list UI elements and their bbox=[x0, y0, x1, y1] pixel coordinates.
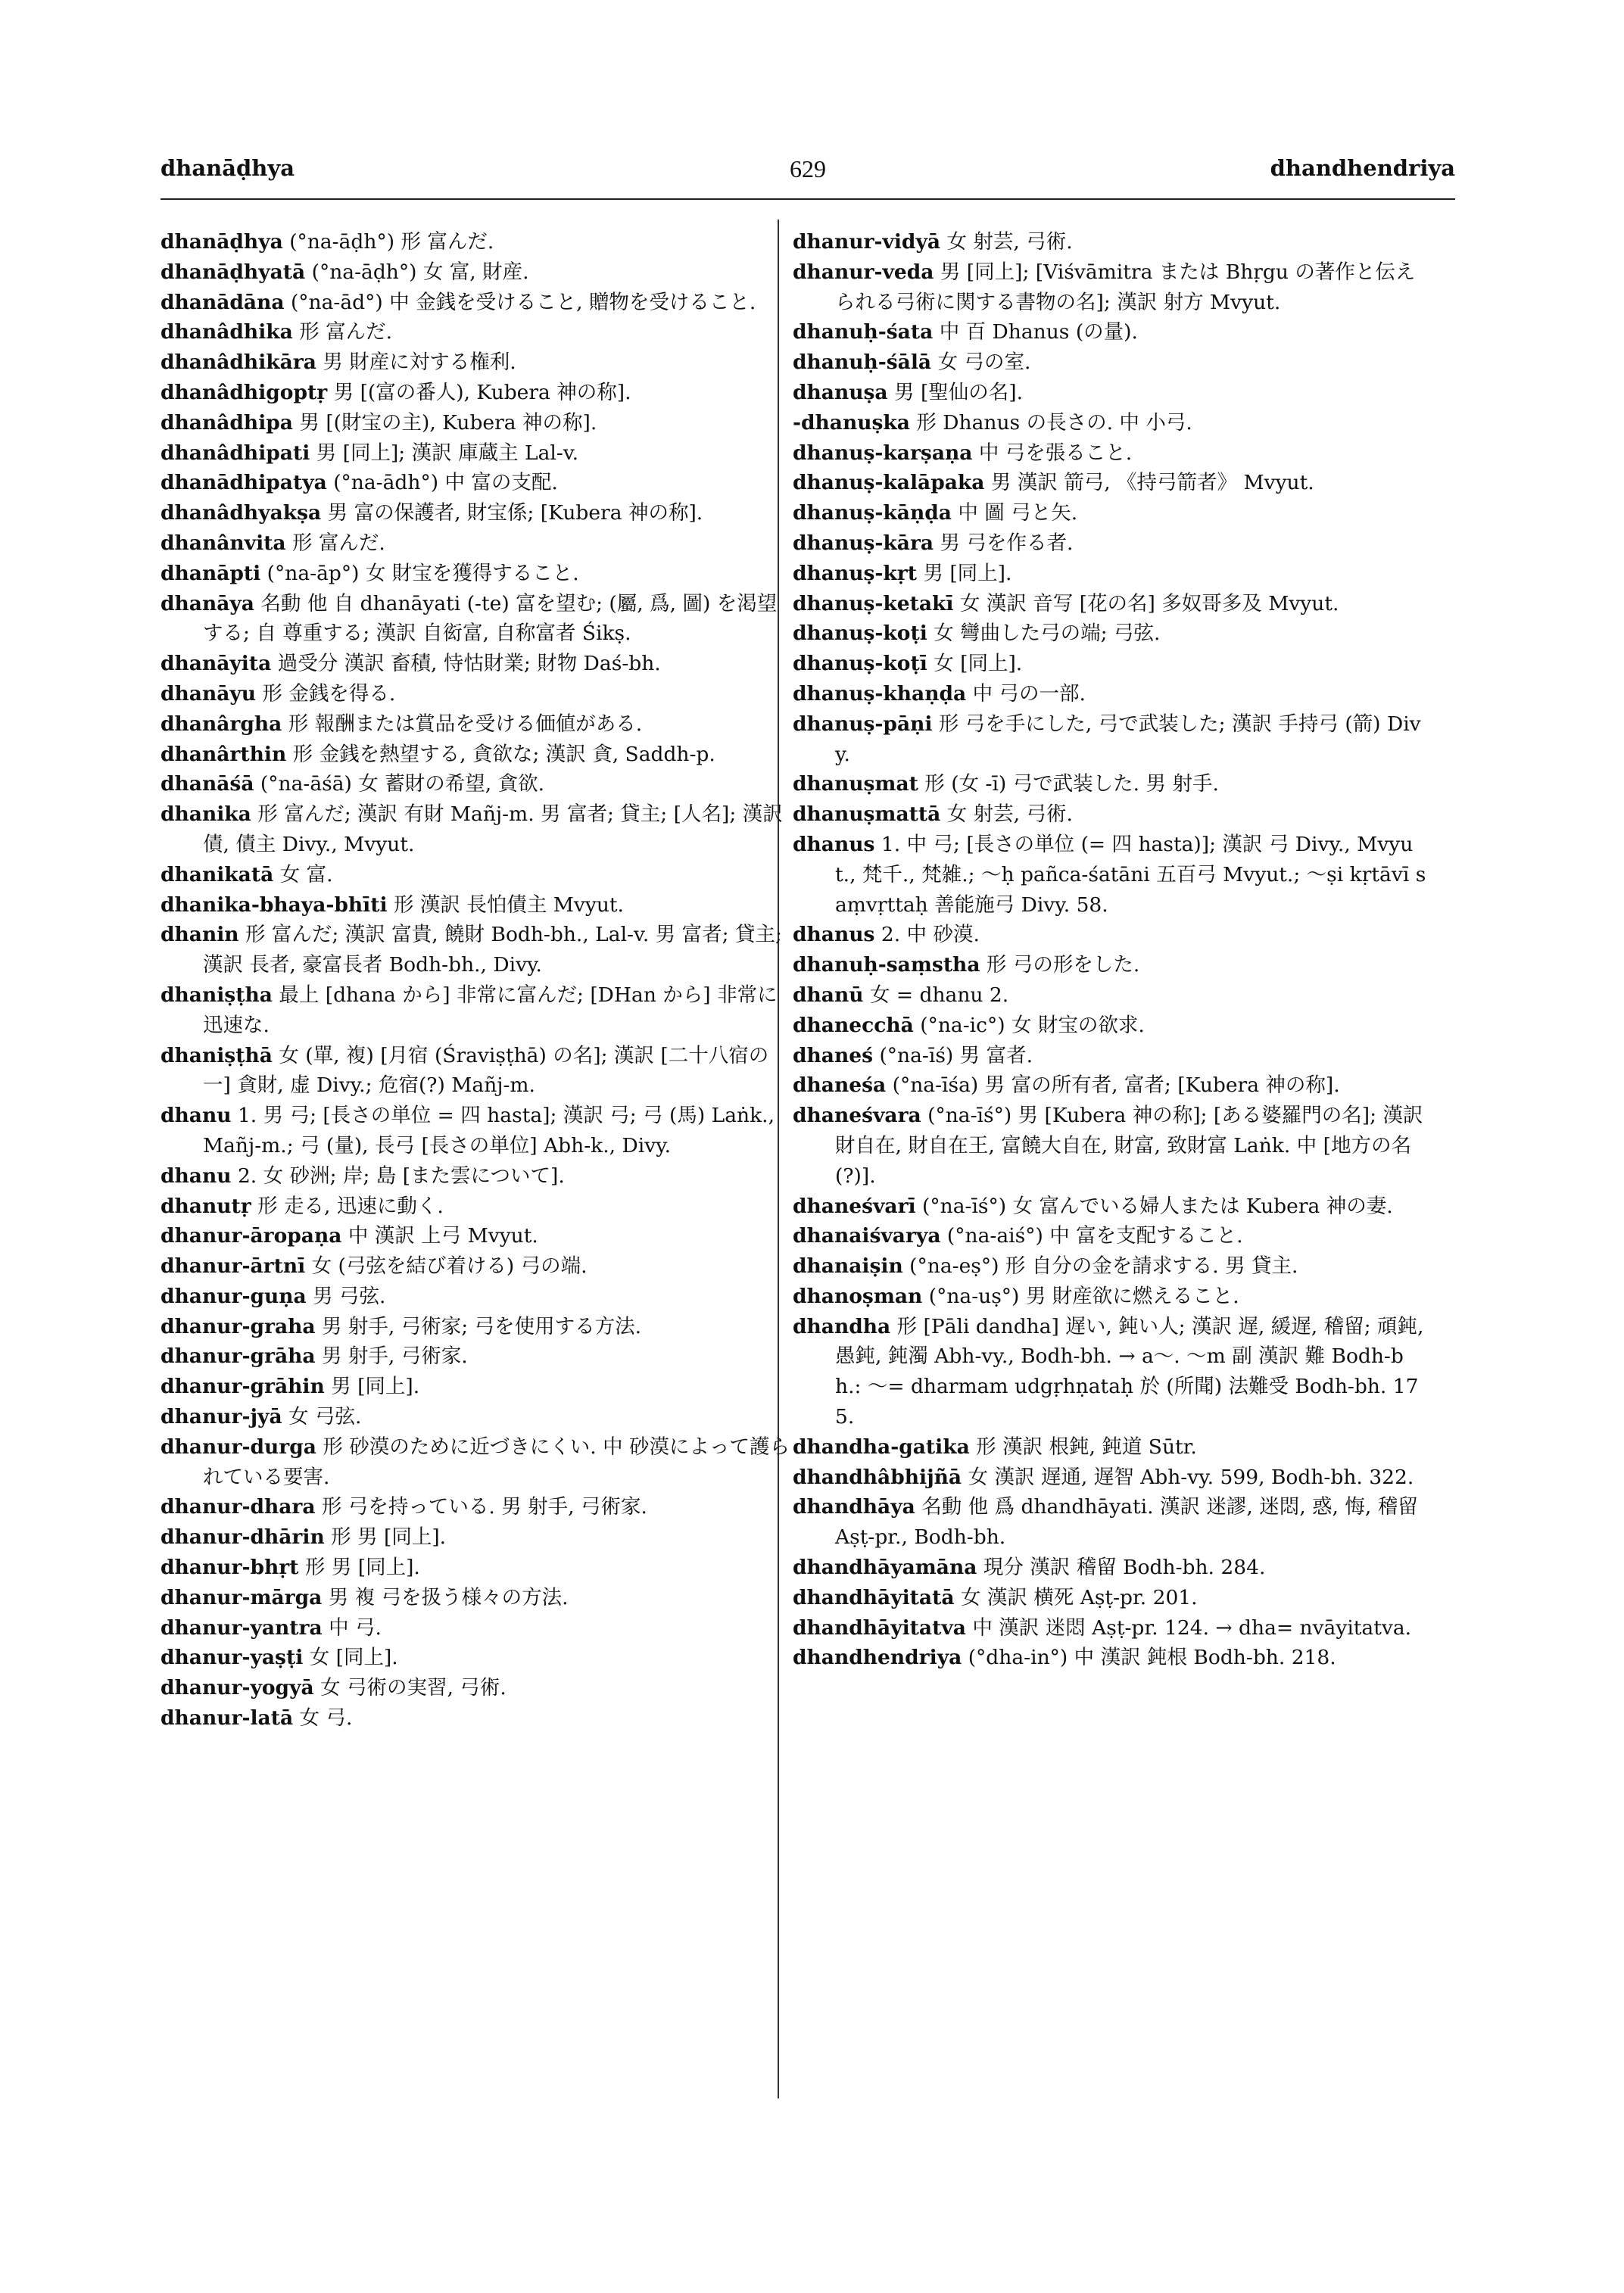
entry-headword: dhandhāyitatā bbox=[793, 1585, 955, 1609]
entry-headword: dhanur-vidyā bbox=[793, 230, 941, 254]
entry-definition: 形 弓を手にした, 弓で武装した; 漢訳 手持弓 (箭) Divy. bbox=[835, 712, 1421, 766]
dictionary-entry bbox=[793, 468, 1429, 498]
dictionary-entry bbox=[161, 1703, 796, 1734]
entry-headword: dhanur-guṇa bbox=[161, 1284, 307, 1308]
entry-headword: dhaneśvarī bbox=[793, 1194, 916, 1218]
dictionary-entry bbox=[793, 408, 1429, 438]
entry-definition: (°na-ic°) 女 財宝の欲求. bbox=[913, 1013, 1145, 1037]
entry-definition: 形 富んだ. bbox=[292, 320, 393, 344]
entry-headword: dhanu bbox=[161, 1104, 232, 1128]
entry-headword: dhanecchā bbox=[793, 1013, 914, 1037]
dictionary-entry bbox=[161, 528, 796, 559]
entry-headword: dhanādāna bbox=[161, 290, 285, 314]
entry-definition: 男 射手, 弓術家. bbox=[315, 1344, 468, 1369]
entry-definition: 形 金銭を得る. bbox=[256, 681, 396, 706]
entry-headword: dhanur-latā bbox=[161, 1706, 294, 1731]
entry-definition: 男 [聖仙の名]. bbox=[887, 380, 1024, 404]
entry-headword: dhanu bbox=[161, 1164, 232, 1188]
entry-headword: dhanur-bhṛt bbox=[161, 1556, 299, 1580]
entry-headword: dhaniṣṭhā bbox=[161, 1043, 273, 1067]
entry-definition: 中 百 Dhanus (の量). bbox=[933, 320, 1138, 344]
dictionary-entry bbox=[793, 950, 1429, 980]
entry-definition: (°na-ād°) 中 金銭を受けること, 贈物を受けること. bbox=[284, 290, 756, 314]
entry-headword: dhanâdhigoptṛ bbox=[161, 380, 328, 404]
entry-headword: dhanâdhipa bbox=[161, 410, 293, 435]
dictionary-entry bbox=[161, 709, 796, 740]
dictionary-entry bbox=[793, 769, 1429, 799]
entry-definition: 形 富んだ; 漢訳 富貴, 饒財 Bodh-bh., Lal-v. 男 富者; 貸主; 漢訳 長者, 豪富長者 Bodh-bh., Divy. bbox=[203, 923, 782, 977]
entry-definition: 過受分 漢訳 畜積, 恃怙財業; 財物 Daś-bh. bbox=[271, 652, 661, 676]
entry-definition: 男 [同上]; [Viśvāmitra または Bhṛgu の著作と伝えられる弓術に関する書物の名]; 漢訳 射方 Mvyut. bbox=[835, 260, 1416, 314]
dictionary-entry bbox=[161, 1312, 796, 1342]
dictionary-entry bbox=[161, 589, 796, 650]
dictionary-entry bbox=[161, 1101, 796, 1161]
entry-definition: 男 [同上]. bbox=[324, 1375, 420, 1399]
dictionary-entry bbox=[161, 1402, 796, 1432]
dictionary-entry bbox=[161, 1432, 796, 1493]
running-head-left: dhanāḍhya bbox=[161, 155, 295, 181]
entry-headword: dhaniṣṭha bbox=[161, 983, 273, 1007]
entry-definition: 形 男 [同上]. bbox=[298, 1556, 420, 1580]
entry-headword: dhanāśā bbox=[161, 772, 254, 796]
dictionary-entry bbox=[161, 679, 796, 709]
entry-definition: 中 弓の一部. bbox=[966, 681, 1086, 706]
dictionary-entry bbox=[161, 257, 796, 288]
entry-definition: 男 弓を作る者. bbox=[934, 531, 1074, 555]
entry-definition: 形 報酬または賞品を受ける価値がある. bbox=[282, 712, 643, 736]
entry-headword: dhanikatā bbox=[161, 862, 274, 886]
entry-headword: dhanū bbox=[793, 983, 864, 1007]
entry-definition: 中 圖 弓と矢. bbox=[951, 501, 1078, 525]
entry-definition: 男 [同上]. bbox=[916, 561, 1012, 585]
entry-definition: 名動 他 爲 dhandhāyati. 漢訳 迷謬, 迷悶, 惑, 悔, 稽留 Aṣṭ-pr., Bodh-bh. bbox=[835, 1495, 1418, 1550]
entry-headword: -dhanuṣka bbox=[793, 410, 910, 435]
entry-headword: dhandhāya bbox=[793, 1495, 915, 1519]
entry-definition: 女 漢訳 横死 Aṣṭ-pr. 201. bbox=[954, 1585, 1198, 1609]
entry-definition: (°na-īś°) 男 [Kubera 神の称]; [ある婆羅門の名]; 漢訳 財自在, 財自在王, 富饒大自在, 財富, 致財富 Laṅk. 中 [地方の名 (?)]. bbox=[835, 1104, 1423, 1188]
entry-definition: 形 金銭を熱望する, 貪欲な; 漢訳 貪, Saddh-p. bbox=[286, 742, 715, 766]
entry-definition: 男 [同上]; 漢訳 庫蔵主 Lal-v. bbox=[310, 441, 579, 465]
entry-headword: dhanuṣ-karṣaṇa bbox=[793, 441, 973, 465]
dictionary-entry bbox=[161, 740, 796, 770]
entry-headword: dhanânvita bbox=[161, 531, 286, 555]
dictionary-entry bbox=[161, 860, 796, 890]
dictionary-entry bbox=[793, 1282, 1429, 1312]
entry-definition: 女 富. bbox=[273, 862, 333, 886]
entry-definition: 形 [Pāli dandha] 遅い, 鈍い人; 漢訳 遅, 緩遅, 稽留; 頑鈍, 愚鈍, 鈍濁 Abh-vy., Bodh-bh. → a～. ～m 副 漢訳 難 Bodh-bh.: ～= dharmam udgṛhṇataḥ 於 (所聞) 法難受 Bodh-bh. 175. bbox=[835, 1314, 1424, 1429]
entry-definition: 女 漢訳 遅通, 遅智 Abh-vy. 599, Bodh-bh. 322. bbox=[962, 1465, 1414, 1489]
entry-definition: 女 弓術の実習, 弓術. bbox=[313, 1676, 507, 1700]
running-head bbox=[161, 155, 1455, 190]
entry-definition: 中 漢訳 上弓 Mvyut. bbox=[341, 1224, 538, 1248]
dictionary-entry bbox=[793, 1221, 1429, 1251]
entry-headword: dhanur-veda bbox=[793, 260, 934, 284]
dictionary-entry bbox=[793, 1101, 1429, 1191]
dictionary-entry bbox=[793, 1312, 1429, 1432]
entry-definition: 女 = dhanu 2. bbox=[863, 983, 1009, 1007]
entry-headword: dhanāḍhya bbox=[161, 230, 283, 254]
entry-headword: dhanur-dhārin bbox=[161, 1525, 325, 1550]
dictionary-entry bbox=[793, 559, 1429, 589]
entry-definition: 女 [同上]. bbox=[303, 1646, 398, 1670]
dictionary-entry bbox=[793, 1251, 1429, 1282]
entry-headword: dhandhendriya bbox=[793, 1646, 962, 1670]
dictionary-entry bbox=[161, 799, 796, 860]
entry-headword: dhanāpti bbox=[161, 561, 261, 585]
entry-definition: 男 射手, 弓術家; 弓を使用する方法. bbox=[315, 1314, 642, 1338]
entry-definition: 女 弓. bbox=[293, 1706, 353, 1731]
entry-definition: 現分 漢訳 稽留 Bodh-bh. 284. bbox=[977, 1556, 1266, 1580]
dictionary-entry bbox=[161, 317, 796, 347]
entry-definition: 女 射芸, 弓術. bbox=[940, 802, 1073, 827]
entry-definition: 女 弓の室. bbox=[931, 350, 1031, 375]
dictionary-entry bbox=[793, 1613, 1429, 1643]
left-column bbox=[161, 227, 796, 1734]
entry-headword: dhanur-yaṣṭi bbox=[161, 1646, 304, 1670]
entry-headword: dhandhāyamāna bbox=[793, 1556, 977, 1580]
dictionary-entry bbox=[161, 498, 796, 528]
entry-headword: dhanuḥ-śālā bbox=[793, 350, 932, 375]
entry-headword: dhanāḍhyatā bbox=[161, 260, 306, 284]
entry-definition: 男 漢訳 箭弓, 《持弓箭者》 Mvyut. bbox=[984, 471, 1314, 495]
entry-headword: dhanaiśvarya bbox=[793, 1224, 941, 1248]
entry-definition: 形 漢訳 長怕債主 Mvyut. bbox=[387, 893, 624, 917]
entry-headword: dhanuṣ-koṭī bbox=[793, 652, 927, 676]
dictionary-entry bbox=[793, 799, 1429, 830]
entry-headword: dhanur-ārtnī bbox=[161, 1254, 306, 1279]
entry-headword: dhanāya bbox=[161, 591, 254, 615]
entry-definition: 女 (弓弦を結び着ける) 弓の端. bbox=[305, 1254, 588, 1279]
dictionary-entry bbox=[161, 920, 796, 980]
entry-headword: dhanâdhika bbox=[161, 320, 293, 344]
entry-definition: 女 (單, 複) [月宿 (Śraviṣṭhā) の名]; 漢訳 [二十八宿の一] 貪財, 虚 Divy.; 危宿(?) Mañj-m. bbox=[203, 1043, 769, 1098]
entry-definition: 女 弓弦. bbox=[282, 1405, 362, 1429]
header-rule bbox=[161, 198, 1455, 200]
dictionary-entry bbox=[161, 1341, 796, 1372]
dictionary-entry bbox=[161, 890, 796, 921]
entry-definition: 1. 男 弓; [長さの単位 = 四 hasta]; 漢訳 弓; 弓 (馬) Laṅk., Mañj-m.; 弓 (量), 長弓 [長さの単位] Abh-k., Divy. bbox=[203, 1104, 775, 1157]
dictionary-entry bbox=[793, 438, 1429, 469]
entry-definition: 形 弓の形をした. bbox=[980, 953, 1140, 977]
dictionary-entry bbox=[161, 227, 796, 257]
dictionary-entry bbox=[161, 769, 796, 799]
entry-headword: dhanâdhikāra bbox=[161, 350, 316, 375]
dictionary-entry bbox=[793, 1553, 1429, 1583]
dictionary-entry bbox=[793, 317, 1429, 347]
entry-definition: (°na-īśa) 男 富の所有者, 富者; [Kubera 神の称]. bbox=[886, 1073, 1340, 1098]
dictionary-entry bbox=[161, 1192, 796, 1222]
entry-headword: dhanur-grāha bbox=[161, 1344, 316, 1369]
entry-definition: (°na-eṣ°) 形 自分の金を請求する. 男 貸主. bbox=[902, 1254, 1298, 1279]
entry-definition: 女 彎曲した弓の端; 弓弦. bbox=[927, 622, 1161, 646]
entry-definition: 最上 [dhana から] 非常に富んだ; [DHan から] 非常に迅速な. bbox=[203, 983, 778, 1037]
dictionary-entry bbox=[793, 679, 1429, 709]
dictionary-entry bbox=[161, 1643, 796, 1673]
dictionary-entry bbox=[161, 438, 796, 469]
entry-headword: dhanuṣmat bbox=[793, 772, 918, 796]
dictionary-entry bbox=[161, 649, 796, 679]
entry-definition: 男 [(富の番人), Kubera 神の称]. bbox=[327, 380, 631, 404]
right-column bbox=[793, 227, 1429, 1673]
dictionary-entry bbox=[793, 227, 1429, 257]
entry-headword: dhanâdhipati bbox=[161, 441, 310, 465]
entry-headword: dhanârthin bbox=[161, 742, 287, 766]
entry-headword: dhanuḥ-saṃstha bbox=[793, 953, 980, 977]
entry-definition: (°na-īś°) 女 富んでいる婦人または Kubera 神の妻. bbox=[915, 1194, 1393, 1218]
entry-headword: dhanuṣ-kṛt bbox=[793, 561, 917, 585]
dictionary-entry bbox=[161, 1492, 796, 1522]
dictionary-entry bbox=[161, 559, 796, 589]
dictionary-entry bbox=[793, 589, 1429, 619]
dictionary-entry bbox=[793, 1492, 1429, 1553]
entry-definition: 男 [(財宝の主), Kubera 神の称]. bbox=[292, 410, 597, 435]
dictionary-entry bbox=[793, 1643, 1429, 1673]
entry-headword: dhanutṛ bbox=[161, 1194, 251, 1218]
entry-headword: dhanuṣ-kalāpaka bbox=[793, 471, 985, 495]
dictionary-entry bbox=[793, 830, 1429, 920]
dictionary-entry bbox=[161, 1522, 796, 1553]
entry-definition: (°na-aiś°) 中 富を支配すること. bbox=[940, 1224, 1243, 1248]
entry-definition: 中 弓を張ること. bbox=[972, 441, 1133, 465]
page-number: 629 bbox=[790, 155, 826, 182]
entry-definition: (°na-uṣ°) 男 財産欲に燃えること. bbox=[922, 1284, 1239, 1308]
dictionary-entry bbox=[161, 1161, 796, 1192]
dictionary-entry bbox=[793, 709, 1429, 770]
entry-definition: 男 富の保護者, 財宝係; [Kubera 神の称]. bbox=[321, 501, 703, 525]
dictionary-entry bbox=[161, 408, 796, 438]
dictionary-entry bbox=[793, 1583, 1429, 1613]
dictionary-entry bbox=[793, 498, 1429, 528]
entry-definition: 中 弓. bbox=[322, 1615, 382, 1640]
entry-headword: dhanaiṣin bbox=[793, 1254, 903, 1279]
entry-definition: 男 弓弦. bbox=[306, 1284, 386, 1308]
dictionary-entry bbox=[161, 288, 796, 318]
entry-headword: dhanin bbox=[161, 923, 239, 947]
entry-headword: dhanur-dhara bbox=[161, 1495, 316, 1519]
dictionary-entry bbox=[793, 649, 1429, 679]
dictionary-entry bbox=[161, 1372, 796, 1402]
entry-definition: (°na-āḍh°) 形 富んだ. bbox=[282, 230, 494, 254]
entry-headword: dhandha-gatika bbox=[793, 1435, 970, 1459]
entry-headword: dhaneś bbox=[793, 1043, 874, 1067]
entry-headword: dhanāyu bbox=[161, 681, 257, 706]
entry-headword: dhandhâbhijñā bbox=[793, 1465, 962, 1489]
dictionary-entry bbox=[161, 1282, 796, 1312]
entry-headword: dhanur-yogyā bbox=[161, 1676, 314, 1700]
entry-headword: dhanika bbox=[161, 802, 251, 827]
entry-definition: 形 弓を持っている. 男 射手, 弓術家. bbox=[315, 1495, 647, 1519]
dictionary-entry bbox=[161, 468, 796, 498]
dictionary-entry bbox=[793, 1463, 1429, 1493]
entry-headword: dhanuṣ-kāṇḍa bbox=[793, 501, 952, 525]
dictionary-entry bbox=[793, 528, 1429, 559]
dictionary-entry bbox=[161, 378, 796, 408]
dictionary-entry bbox=[161, 1613, 796, 1643]
entry-definition: 形 漢訳 根鈍, 鈍道 Sūtr. bbox=[969, 1435, 1197, 1459]
entry-definition: 形 男 [同上]. bbox=[324, 1525, 447, 1550]
entry-definition: 形 砂漠のために近づきにくい. 中 砂漠によって護られている要害. bbox=[203, 1435, 790, 1489]
entry-headword: dhanika-bhaya-bhīti bbox=[161, 893, 388, 917]
dictionary-entry bbox=[161, 1221, 796, 1251]
entry-definition: (°na-āp°) 女 財宝を獲得すること. bbox=[260, 561, 579, 585]
entry-headword: dhaneśvara bbox=[793, 1104, 921, 1128]
entry-definition: (°na-ādh°) 中 富の支配. bbox=[326, 471, 558, 495]
entry-definition: 形 (女 -ī) 弓で武装した. 男 射手. bbox=[918, 772, 1219, 796]
entry-headword: dhandha bbox=[793, 1314, 891, 1338]
entry-definition: 1. 中 弓; [長さの単位 (= 四 hasta)]; 漢訳 弓 Divy., Mvyut., 梵千., 梵雑.; ～ḥ pañca-śatāni 五百弓 Mvyut.; ～ṣi kṛtāvī saṃvṛttaḥ 善能施弓 Divy. 58. bbox=[835, 832, 1426, 917]
entry-headword: dhanuṣ-khaṇḍa bbox=[793, 681, 967, 706]
dictionary-entry bbox=[793, 1070, 1429, 1101]
dictionary-entry bbox=[793, 1432, 1429, 1463]
entry-definition: (°na-āśā) 女 蓄財の希望, 貪欲. bbox=[254, 772, 544, 796]
entry-headword: dhanuṣa bbox=[793, 380, 888, 404]
entry-headword: dhanuṣ-kāra bbox=[793, 531, 934, 555]
entry-definition: 女 漢訳 音写 [花の名] 多奴哥多及 Mvyut. bbox=[953, 591, 1339, 615]
dictionary-entry bbox=[793, 1011, 1429, 1041]
entry-definition: 女 [同上]. bbox=[927, 652, 1023, 676]
entry-headword: dhanoṣman bbox=[793, 1284, 923, 1308]
dictionary-entry bbox=[793, 257, 1429, 318]
entry-headword: dhandhāyitatva bbox=[793, 1615, 966, 1640]
dictionary-entry bbox=[793, 1192, 1429, 1222]
entry-headword: dhanâdhyakṣa bbox=[161, 501, 322, 525]
dictionary-entry bbox=[793, 618, 1429, 649]
entry-definition: 形 走る, 迅速に動く. bbox=[251, 1194, 444, 1218]
dictionary-entry bbox=[793, 980, 1429, 1011]
entry-headword: dhanuṣ-koṭi bbox=[793, 622, 927, 646]
entry-headword: dhanuṣ-pāṇi bbox=[793, 712, 933, 736]
entry-definition: (°dha-in°) 中 漢訳 鈍根 Bodh-bh. 218. bbox=[962, 1646, 1336, 1670]
entry-definition: 男 複 弓を扱う様々の方法. bbox=[322, 1585, 569, 1609]
dictionary-entry bbox=[161, 1041, 796, 1101]
entry-headword: dhanur-jyā bbox=[161, 1405, 282, 1429]
dictionary-entry bbox=[161, 1583, 796, 1613]
entry-headword: dhanur-āropaṇa bbox=[161, 1224, 342, 1248]
entry-definition: 形 富んだ. bbox=[285, 531, 385, 555]
dictionary-entry bbox=[793, 920, 1429, 950]
entry-definition: (°na-īś) 男 富者. bbox=[873, 1043, 1033, 1067]
entry-headword: dhanuḥ-śata bbox=[793, 320, 934, 344]
dictionary-entry bbox=[793, 1041, 1429, 1071]
entry-headword: dhanus bbox=[793, 832, 875, 856]
dictionary-entry bbox=[161, 980, 796, 1041]
dictionary-entry bbox=[161, 1553, 796, 1583]
dictionary-entry bbox=[161, 1251, 796, 1282]
entry-headword: dhanârgha bbox=[161, 712, 282, 736]
dictionary-entry bbox=[161, 347, 796, 378]
dictionary-entry bbox=[793, 378, 1429, 408]
entry-definition: (°na-āḍh°) 女 富, 財産. bbox=[305, 260, 529, 284]
entry-headword: dhanur-mārga bbox=[161, 1585, 323, 1609]
entry-definition: 男 財産に対する権利. bbox=[316, 350, 516, 375]
entry-definition: 女 射芸, 弓術. bbox=[940, 230, 1073, 254]
entry-headword: dhanus bbox=[793, 923, 875, 947]
entry-headword: dhanur-graha bbox=[161, 1314, 316, 1338]
entry-definition: 形 富んだ; 漢訳 有財 Mañj-m. 男 富者; 貸主; [人名]; 漢訳 債, 債主 Divy., Mvyut. bbox=[203, 802, 783, 856]
dictionary-entry bbox=[793, 347, 1429, 378]
entry-headword: dhanur-durga bbox=[161, 1435, 316, 1459]
entry-headword: dhanuṣ-ketakī bbox=[793, 591, 954, 615]
entry-headword: dhanāyita bbox=[161, 652, 272, 676]
entry-headword: dhaneśa bbox=[793, 1073, 887, 1098]
entry-definition: 中 漢訳 迷悶 Aṣṭ-pr. 124. → dha= nvāyitatva. bbox=[965, 1615, 1412, 1640]
entry-definition: 2. 女 砂洲; 岸; 島 [また雲について]. bbox=[231, 1164, 565, 1188]
running-head-right: dhandhendriya bbox=[1270, 155, 1455, 181]
entry-headword: dhanādhipatya bbox=[161, 471, 327, 495]
entry-definition: 形 Dhanus の長さの. 中 小弓. bbox=[909, 410, 1192, 435]
entry-definition: 2. 中 砂漠. bbox=[874, 923, 980, 947]
entry-headword: dhanur-yantra bbox=[161, 1615, 323, 1640]
entry-headword: dhanur-grāhin bbox=[161, 1375, 325, 1399]
entry-definition: 名動 他 自 dhanāyati (-te) 富を望む; (屬, 爲, 圖) を渇望する; 自 尊重する; 漢訳 自衒富, 自称富者 Śikṣ. bbox=[203, 591, 778, 646]
dictionary-entry bbox=[161, 1673, 796, 1703]
entry-headword: dhanuṣmattā bbox=[793, 802, 941, 827]
